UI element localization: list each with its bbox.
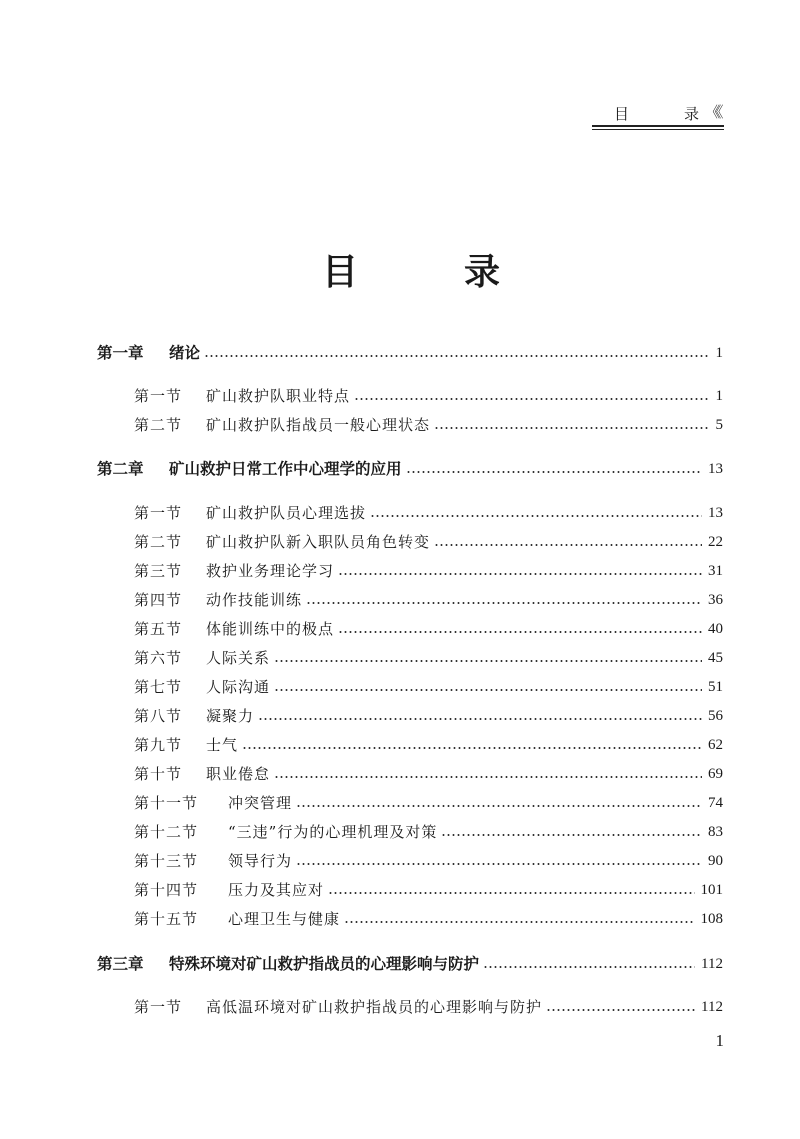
toc-entry-number: 第三章: [97, 955, 144, 973]
toc-dot-leader: [242, 747, 702, 749]
toc-entry-number: 第十二节: [134, 823, 199, 841]
double-chevron-left-icon: 《《: [705, 103, 720, 121]
toc-section-row: [134, 501, 723, 525]
page-title-part1: 目: [322, 252, 359, 293]
toc-entry-page: 74: [708, 795, 723, 811]
toc-dot-leader: [274, 689, 702, 691]
toc-entry-title: 救护业务理论学习: [206, 562, 335, 580]
toc-section-row: [134, 733, 723, 757]
toc-entry-number: 第二节: [134, 416, 183, 434]
toc-entry-number: 第十节: [134, 765, 183, 783]
toc-entry-number: 第一节: [134, 387, 183, 405]
toc-chapter-row: [97, 457, 723, 481]
toc-entry-page: 69: [708, 766, 723, 782]
toc-entry-title: 心理卫生与健康: [228, 910, 341, 928]
toc-section-row: [134, 849, 723, 873]
toc-section-row: [134, 530, 723, 554]
toc-section-row: [134, 413, 723, 437]
toc-section-row: [134, 646, 723, 670]
header-rule-thick: [592, 125, 724, 127]
toc-section-row: [134, 878, 723, 902]
toc-entry-title: 高低温环境对矿山救护指战员的心理影响与防护: [206, 998, 543, 1016]
toc-entry-title: 领导行为: [228, 852, 293, 870]
header-rule-thin: [592, 129, 724, 130]
toc-dot-leader: [344, 921, 694, 923]
toc-section-row: [134, 762, 723, 786]
toc-entry-title: 动作技能训练: [206, 591, 303, 609]
toc-entry-page: 1: [715, 388, 723, 404]
toc-chapter-row: [97, 952, 723, 976]
toc-dot-leader: [483, 966, 695, 968]
toc-entry-number: 第九节: [134, 736, 183, 754]
toc-entry-number: 第六节: [134, 649, 183, 667]
page-title: [0, 244, 800, 294]
toc-entry-number: 第一节: [134, 504, 183, 522]
toc-dot-leader: [296, 805, 702, 807]
toc-entry-title: 矿山救护队指战员一般心理状态: [206, 416, 431, 434]
toc-entry-page: 101: [700, 882, 723, 898]
toc-entry-number: 第七节: [134, 678, 183, 696]
toc-entry-title: 士气: [206, 736, 239, 754]
toc-entry-number: 第十四节: [134, 881, 199, 899]
toc-entry-page: 83: [708, 824, 723, 840]
toc-entry-title: “三违”行为的心理机理及对策: [228, 823, 438, 841]
toc-dot-leader: [406, 471, 702, 473]
toc-section-row: [134, 559, 723, 583]
running-header-part2: 录: [684, 104, 700, 123]
toc-entry-page: 36: [708, 592, 723, 608]
toc-entry-page: 90: [708, 853, 723, 869]
toc-section-row: [134, 675, 723, 699]
toc-entry-title: 冲突管理: [228, 794, 293, 812]
toc-entry-title: 绪论: [169, 344, 201, 362]
toc-entry-number: 第二章: [97, 460, 144, 478]
toc-section-row: [134, 588, 723, 612]
toc-entry-number: 第十五节: [134, 910, 199, 928]
toc-section-row: [134, 791, 723, 815]
toc-entry-title: 压力及其应对: [228, 881, 325, 899]
toc-dot-leader: [434, 544, 702, 546]
toc-entry-title: 矿山救护队新入职队员角色转变: [206, 533, 431, 551]
toc-entry-title: 职业倦怠: [206, 765, 271, 783]
toc-entry-number: 第一节: [134, 998, 183, 1016]
toc-entry-page: 1: [715, 345, 723, 361]
toc-dot-leader: [546, 1009, 695, 1011]
toc-dot-leader: [296, 863, 702, 865]
toc-entry-number: 第八节: [134, 707, 183, 725]
running-header-part1: 目: [614, 104, 630, 123]
toc-entry-page: 22: [708, 534, 723, 550]
toc-entry-title: 矿山救护队职业特点: [206, 387, 351, 405]
toc-entry-page: 45: [708, 650, 723, 666]
toc-entry-title: 特殊环境对矿山救护指战员的心理影响与防护: [169, 955, 480, 973]
toc-entry-title: 体能训练中的极点: [206, 620, 335, 638]
toc-dot-leader: [338, 631, 702, 633]
toc-entry-number: 第二节: [134, 533, 183, 551]
toc-entry-page: 51: [708, 679, 723, 695]
toc-dot-leader: [370, 515, 702, 517]
toc-entry-page: 13: [708, 461, 723, 477]
toc-entry-title: 矿山救护队员心理选拔: [206, 504, 367, 522]
toc-entry-page: 31: [708, 563, 723, 579]
toc-entry-number: 第四节: [134, 591, 183, 609]
toc-entry-title: 凝聚力: [206, 707, 255, 725]
toc-dot-leader: [441, 834, 702, 836]
toc-entry-page: 13: [708, 505, 723, 521]
toc-dot-leader: [306, 602, 702, 604]
toc-entry-number: 第十三节: [134, 852, 199, 870]
toc-section-row: [134, 704, 723, 728]
toc-section-row: [134, 907, 723, 931]
toc-chapter-row: [97, 341, 723, 365]
toc-dot-leader: [434, 427, 709, 429]
toc-entry-page: 56: [708, 708, 723, 724]
toc-dot-leader: [204, 355, 709, 357]
toc-dot-leader: [274, 660, 702, 662]
toc-entry-number: 第三节: [134, 562, 183, 580]
toc-dot-leader: [258, 718, 702, 720]
toc-dot-leader: [354, 398, 709, 400]
toc-section-row: [134, 384, 723, 408]
toc-entry-title: 矿山救护日常工作中心理学的应用: [169, 460, 402, 478]
toc-entry-number: 第一章: [97, 344, 144, 362]
page-title-part2: 录: [464, 252, 501, 293]
toc-entry-page: 40: [708, 621, 723, 637]
toc-entry-page: 62: [708, 737, 723, 753]
toc-section-row: [134, 820, 723, 844]
toc-dot-leader: [338, 573, 702, 575]
toc-dot-leader: [274, 776, 702, 778]
toc-section-row: [134, 617, 723, 641]
toc-entry-title: 人际关系: [206, 649, 271, 667]
toc-dot-leader: [328, 892, 694, 894]
running-header: [592, 102, 722, 124]
toc-section-row: [134, 995, 723, 1019]
toc-entry-number: 第五节: [134, 620, 183, 638]
page-number: 1: [715, 1031, 724, 1050]
toc-entry-page: 112: [701, 999, 723, 1015]
toc-entry-number: 第十一节: [134, 794, 199, 812]
toc-entry-title: 人际沟通: [206, 678, 271, 696]
toc-entry-page: 5: [715, 417, 723, 433]
toc-entry-page: 112: [701, 956, 723, 972]
toc-entry-page: 108: [700, 911, 723, 927]
